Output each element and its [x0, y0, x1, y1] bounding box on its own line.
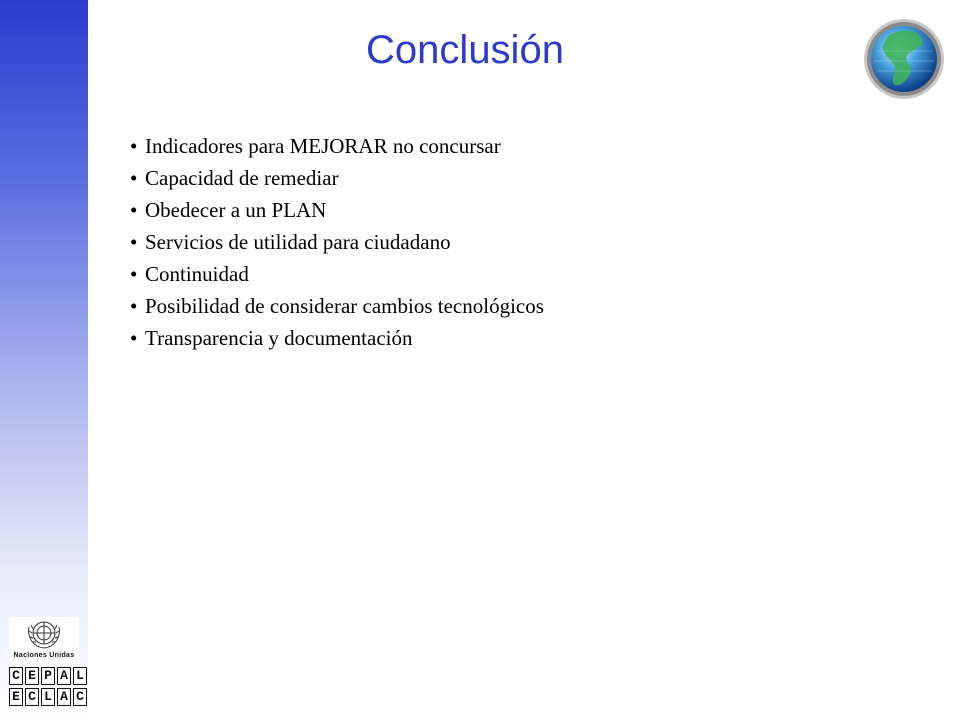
- bullet-item: [130, 290, 544, 322]
- cepal-letter: A: [57, 667, 71, 685]
- bullet-text: Capacidad de remediar: [145, 166, 339, 190]
- cepal-letter: P: [41, 667, 55, 685]
- eclac-logo: [9, 688, 87, 706]
- cepal-logo: [9, 667, 87, 685]
- bullet-text: Obedecer a un PLAN: [145, 198, 327, 222]
- cepal-letter: L: [73, 667, 87, 685]
- cepal-letter: C: [9, 667, 23, 685]
- eclac-letter: C: [73, 688, 87, 706]
- bullet-item: [130, 130, 544, 162]
- bullet-item: [130, 258, 544, 290]
- americas-globe-icon: [862, 16, 946, 102]
- bullet-text: Servicios de utilidad para ciudadano: [145, 230, 451, 254]
- bullet-item: [130, 162, 544, 194]
- bullet-item: [130, 322, 544, 354]
- bullet-text: Transparencia y documentación: [145, 326, 413, 350]
- bullet-item: [130, 226, 544, 258]
- eclac-letter: E: [9, 688, 23, 706]
- un-emblem-icon: [9, 617, 79, 651]
- bullet-text: Indicadores para MEJORAR no concursar: [145, 134, 501, 158]
- bullet-text: Continuidad: [145, 262, 249, 286]
- eclac-letter: A: [57, 688, 71, 706]
- eclac-letter: C: [25, 688, 39, 706]
- eclac-letter: L: [41, 688, 55, 706]
- bullet-text: Posibilidad de considerar cambios tecnológicos: [145, 294, 544, 318]
- un-label: Naciones Unidas: [13, 652, 75, 659]
- sidebar-gradient: [0, 0, 88, 720]
- slide-title: Conclusión: [366, 28, 564, 72]
- bullet-item: [130, 194, 544, 226]
- bullet-list: [130, 130, 544, 354]
- cepal-letter: E: [25, 667, 39, 685]
